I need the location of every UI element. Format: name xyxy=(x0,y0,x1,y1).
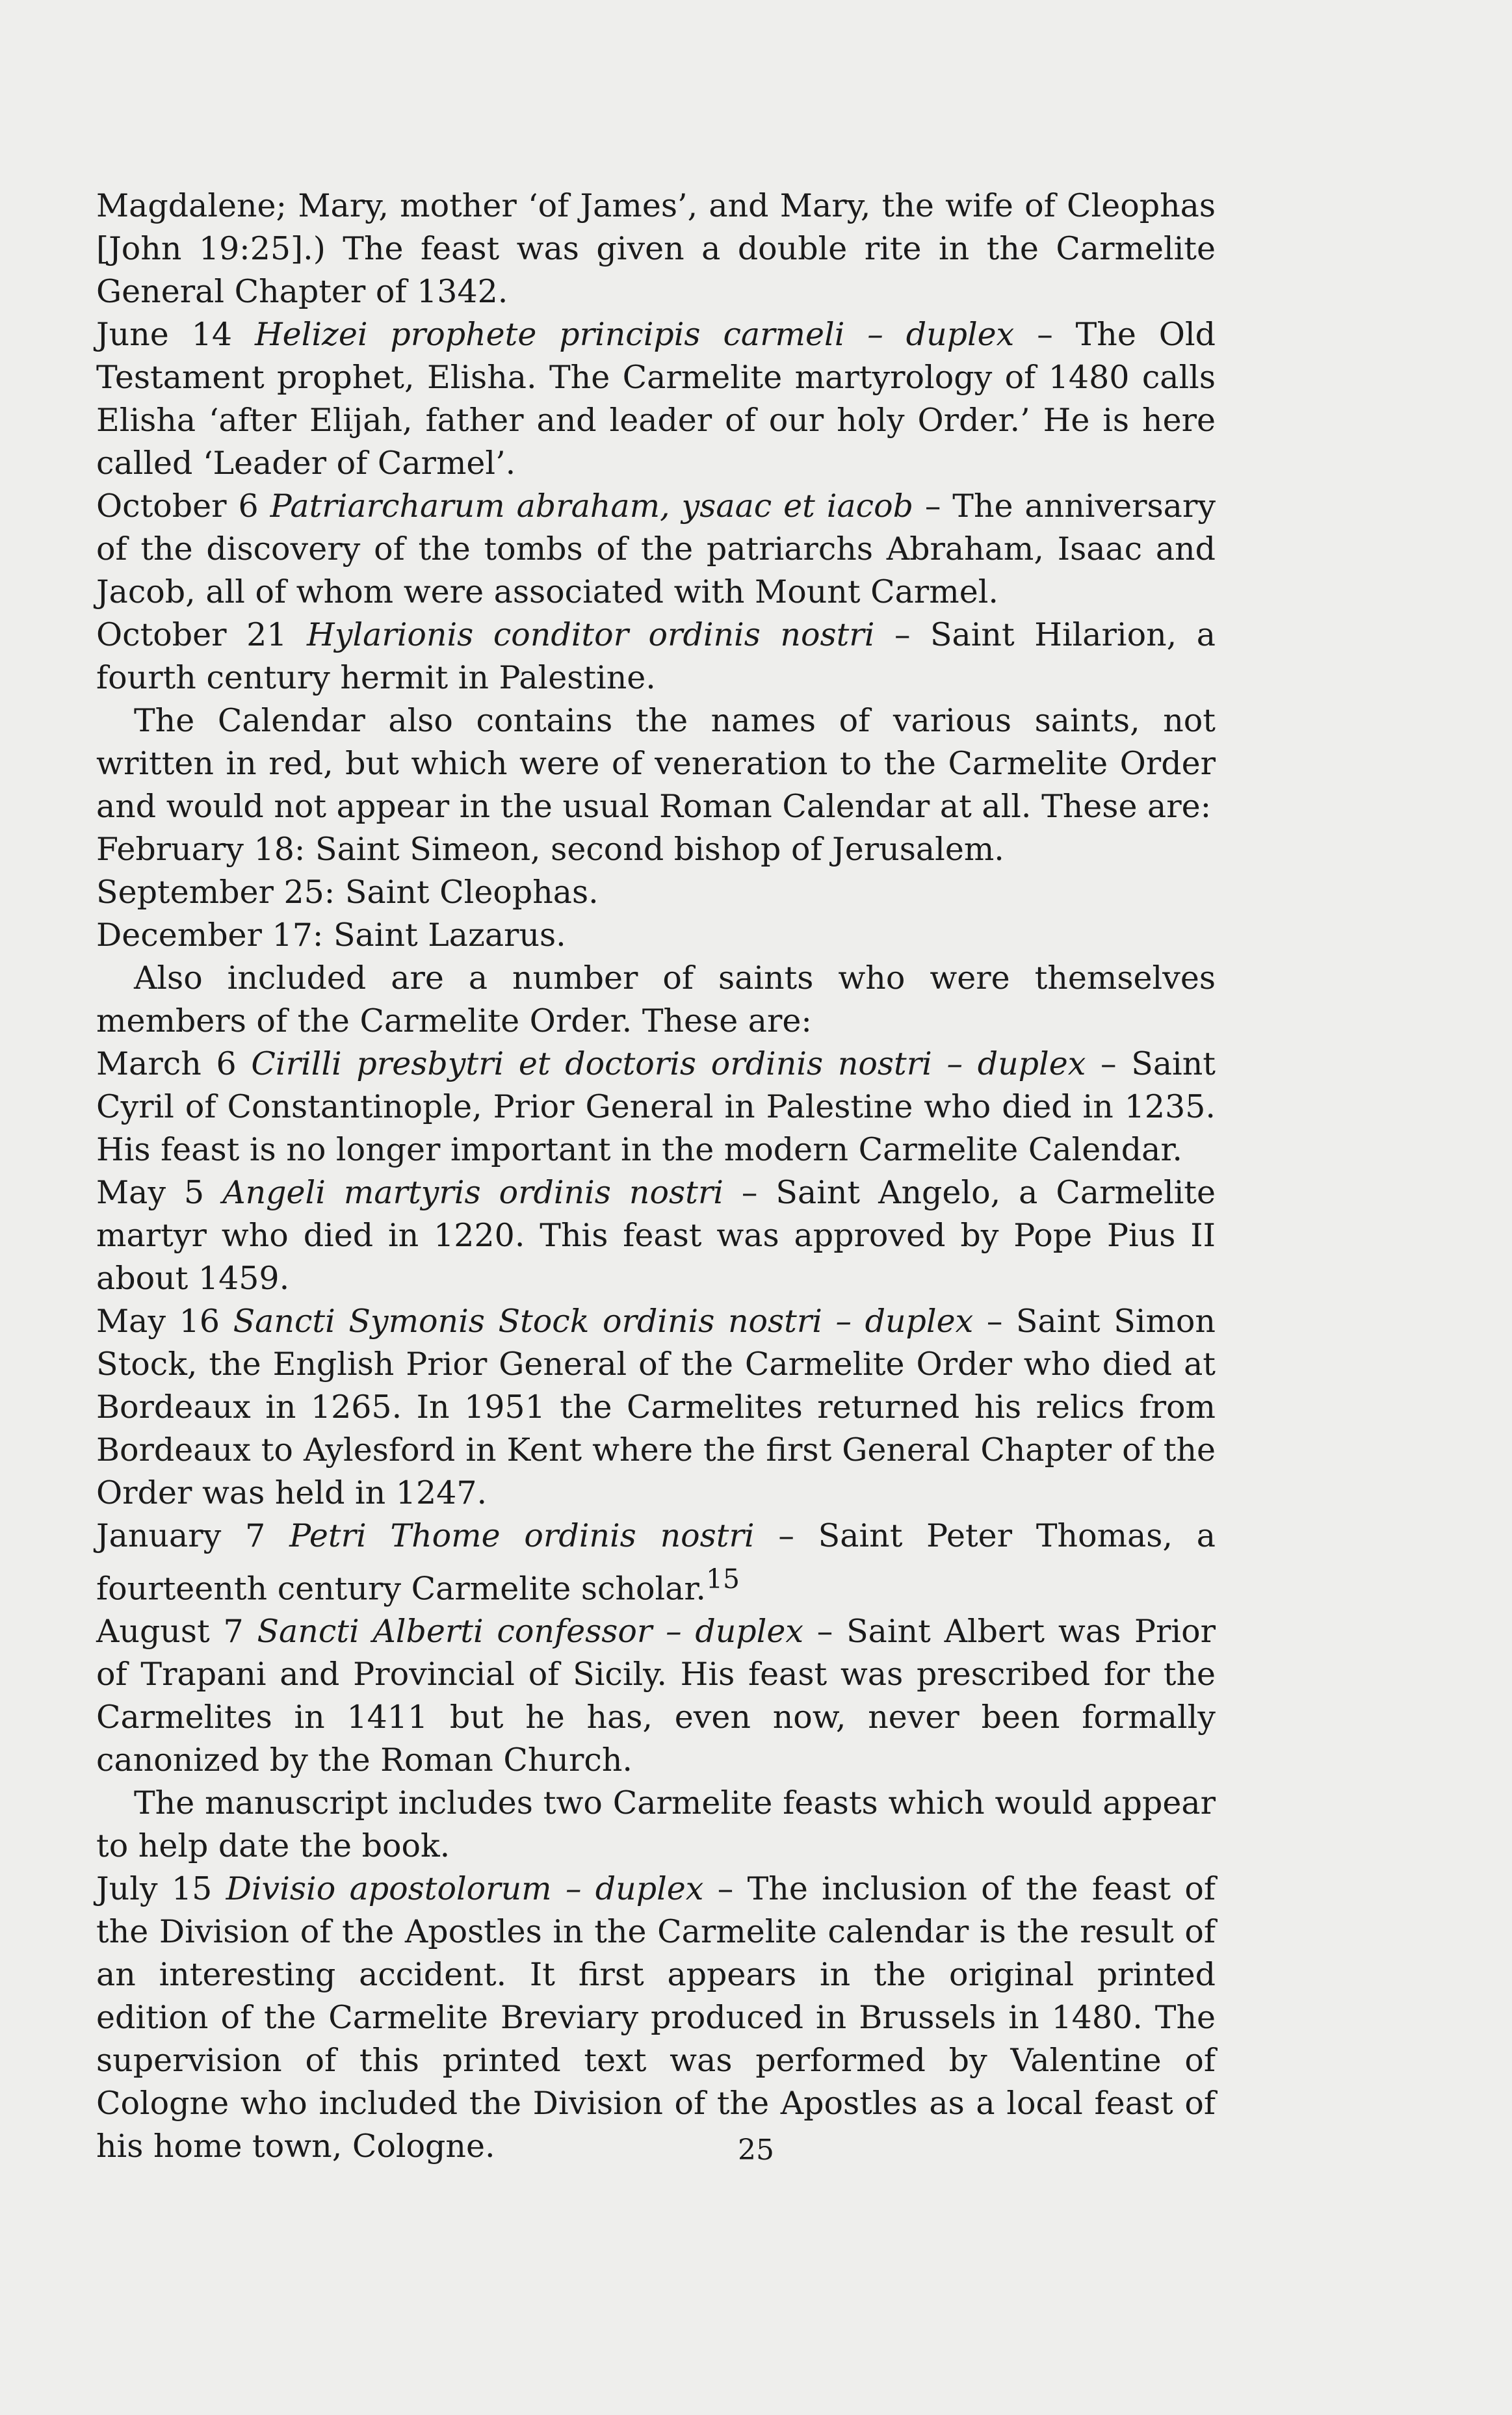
feast-entry xyxy=(96,485,1216,614)
feast-latin-title: Angeli martyris ordinis nostri xyxy=(222,1174,723,1211)
paragraph: Also included are a number of saints who were themselves members of the Carmelite Order. These are: xyxy=(96,959,1216,1039)
feast-latin-title: Sancti Symonis Stock ordinis nostri – duplex xyxy=(233,1303,974,1340)
feast-entry xyxy=(96,614,1216,699)
feast-entry xyxy=(96,1171,1216,1300)
feast-date: October 6 xyxy=(96,488,270,525)
feast-latin-title: Helizei prophete principis carmeli – duplex xyxy=(254,316,1015,353)
paragraph: The Calendar also contains the names of various saints, not written in red, but which were of veneration to the Carmelite Order and would not appear in the usual Roman Calendar at all. These are: xyxy=(96,702,1216,825)
feast-date: August 7 xyxy=(96,1613,257,1651)
feast-description: – The inclusion of the feast of the Division of the Apostles in the Carmelite calendar is the result of an interesting accident. It first appears in the original printed edition of the Carmelite Breviary produced in Brussels in 1480. The supervision of this printed text was performed by Valentine of Cologne who included the Division of the Apostles as a local feast of his home town, Cologne. xyxy=(96,1870,1216,2165)
feast-entry xyxy=(96,1043,1216,1171)
feast-date: January 7 xyxy=(96,1517,290,1554)
feast-description: – The Old Testament prophet, Elisha. The Carmelite martyrology of 1480 calls Elisha ‘after Elijah, father and leader of our holy Order.’ He is here called ‘Leader of Carmel’. xyxy=(96,316,1216,482)
feast-description: – Saint Albert was Prior of Trapani and Provincial of Sicily. His feast was prescribed for the Carmelites in 1411 but he has, even now, never been formally canonized by the Roman Church. xyxy=(96,1613,1216,1779)
feast-entry xyxy=(96,1610,1216,1782)
feast-description: – The anniversary of the discovery of the tombs of the patriarchs Abraham, Isaac and Jacob, all of whom were associated with Mount Carmel. xyxy=(96,488,1216,610)
saint-entry: September 25: Saint Cleophas. xyxy=(96,874,599,911)
feast-latin-title: Hylarionis conditor ordinis nostri xyxy=(307,616,875,653)
footnote-marker: 15 xyxy=(705,1563,740,1595)
feast-latin-title: Divisio apostolorum – duplex xyxy=(226,1870,704,1908)
feast-entry xyxy=(96,1515,1216,1610)
feast-entry xyxy=(96,313,1216,485)
feast-description: – Saint Angelo, a Carmelite martyr who died in 1220. This feast was approved by Pope Pius II about 1459. xyxy=(96,1174,1216,1297)
feast-description: – Saint Cyril of Constantinople, Prior General in Palestine who died in 1235. His feast is no longer important in the modern Carmelite Calendar. xyxy=(96,1045,1216,1168)
feast-date: July 15 xyxy=(96,1870,226,1908)
feast-entry xyxy=(96,1868,1216,2168)
feast-description: – Saint Peter Thomas, a fourteenth century Carmelite scholar. xyxy=(96,1517,1216,1608)
feast-date: May 16 xyxy=(96,1303,233,1340)
feast-date: March 6 xyxy=(96,1045,252,1082)
feast-description: – Saint Simon Stock, the English Prior General of the Carmelite Order who died at Bordeaux in 1265. In 1951 the Carmelites returned his relics from Bordeaux to Aylesford in Kent where the first General Chapter of the Order was held in 1247. xyxy=(96,1303,1216,1511)
feast-latin-title: Sancti Alberti confessor – duplex xyxy=(257,1613,803,1651)
saint-entry: February 18: Saint Simeon, second bishop of Jerusalem. xyxy=(96,831,1004,868)
feast-latin-title: Cirilli presbytri et doctoris ordinis nostri – duplex xyxy=(251,1045,1086,1082)
body-text xyxy=(96,185,1216,2168)
feast-entry xyxy=(96,1300,1216,1515)
feast-latin-title: Petri Thome ordinis nostri xyxy=(289,1517,755,1554)
feast-description: – Saint Hilarion, a fourth century hermit in Palestine. xyxy=(96,616,1216,696)
feast-date: June 14 xyxy=(96,316,255,353)
saint-entry: December 17: Saint Lazarus. xyxy=(96,917,566,954)
feast-latin-title: Patriarcharum abraham, ysaac et iacob xyxy=(270,488,913,525)
paragraph: The manuscript includes two Carmelite feasts which would appear to help date the book. xyxy=(96,1784,1216,1865)
paragraph: Magdalene; Mary, mother ‘of James’, and Mary, the wife of Cleophas [John 19:25].) The feast was given a double rite in the Carmelite General Chapter of 1342. xyxy=(96,187,1216,310)
feast-date: October 21 xyxy=(96,616,307,653)
page-number: 25 xyxy=(738,2134,774,2167)
feast-date: May 5 xyxy=(96,1174,223,1211)
